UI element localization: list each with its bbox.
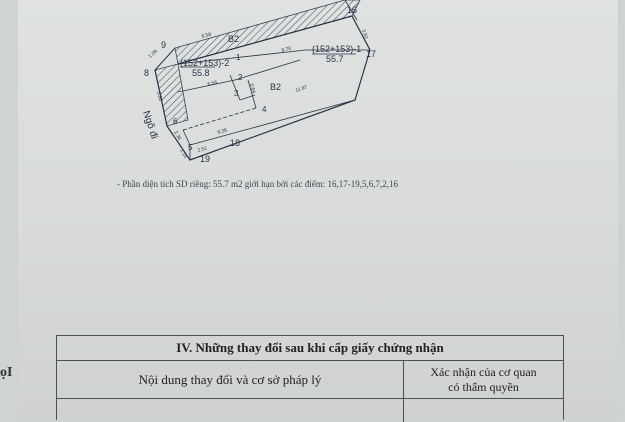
- dimension-label: 8.56: [206, 79, 218, 88]
- boundary-line: [190, 100, 355, 145]
- column-header-confirmation: [404, 361, 563, 398]
- margin-mark: ọI: [0, 365, 13, 380]
- dimension-label: 2.51: [196, 145, 208, 154]
- point-label-17: 17: [366, 49, 377, 59]
- boundary-line: [235, 60, 300, 80]
- dimension-label: 8.70: [280, 45, 292, 54]
- parcel-left-area: 55.8: [192, 68, 210, 78]
- table-title: IV. Những thay đổi sau khi cấp giấy chứng nhận: [57, 336, 563, 361]
- parcel-right-area: 55.7: [326, 54, 344, 64]
- dimension-label: 3.80: [155, 90, 164, 102]
- block-label-b2-top: B2: [228, 34, 240, 44]
- dimension-label: 1.14: [178, 148, 189, 160]
- table-header-row: [57, 361, 563, 399]
- point-label-3: 3: [234, 89, 239, 98]
- point-label-1: 1: [236, 53, 241, 62]
- dimension-label: 8.28: [216, 127, 228, 136]
- dimension-label: 8.58: [200, 31, 212, 40]
- parcel-left-id: (152+153)-2: [180, 58, 230, 68]
- point-label-4: 4: [262, 105, 267, 114]
- point-label-2: 2: [238, 73, 243, 82]
- confirmation-line-1: Xác nhận của cơ quan: [430, 364, 537, 379]
- confirmation-line-2: có thẩm quyền: [448, 379, 519, 394]
- point-label-19: 19: [200, 154, 211, 164]
- table-cell-content: [57, 399, 404, 422]
- dimension-label: 0.84: [248, 82, 257, 94]
- dimension-label: 3.92: [360, 28, 370, 40]
- boundary-line: [183, 108, 256, 130]
- column-header-content: Nội dung thay đổi và cơ sở pháp lý: [57, 361, 404, 398]
- point-label-6: 6: [173, 117, 178, 126]
- road-label: Ngõ đi: [140, 109, 160, 141]
- block-label-b2-mid: B2: [270, 82, 282, 92]
- point-label-16: 16: [347, 5, 358, 15]
- land-plot-diagram: [0, 0, 625, 170]
- point-label-8: 8: [144, 68, 150, 78]
- point-label-9: 9: [161, 40, 167, 50]
- area-note: - Phần diện tích SD riêng: 55.7 m2 giới hạn bởi các điểm: 16,17-19,5,6,7,2,16: [117, 179, 398, 189]
- table-row: [57, 399, 563, 422]
- point-label-18: 18: [230, 138, 241, 148]
- point-label-5: 5: [188, 143, 193, 152]
- changes-table: [56, 335, 564, 420]
- dimension-label: 1.09: [147, 48, 159, 60]
- dimension-label: 2.36: [172, 130, 183, 142]
- dimension-label: 11.97: [294, 84, 309, 94]
- parcel-right-id: (152+153)-1: [312, 44, 362, 54]
